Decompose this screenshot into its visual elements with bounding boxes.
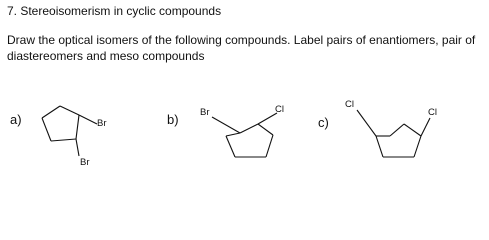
bond-to-cl-c2 [421,118,430,136]
compound-c-substituent-1: Cl [345,99,354,110]
compound-b-label: b) [167,112,179,127]
section-title: 7. Stereoisomerism in cyclic compounds [7,4,222,18]
compound-a-label: a) [10,112,22,127]
cyclopentane-ring-c [376,124,421,157]
compound-a-substituent-2: Br [80,157,90,168]
instruction-line-1: Draw the optical isomers of the following compounds. Label pairs of enantiomers, pair of [7,33,476,47]
bond-to-cl-c1 [357,110,376,136]
instruction-line-2: diastereomers and meso compounds [7,49,205,63]
compound-c-substituent-2: Cl [428,107,437,118]
compound-b-substituent-cl: Cl [275,104,284,115]
compound-b-substituent-br: Br [200,107,210,118]
compound-a-substituent-1: Br [97,118,107,129]
compound-c-label: c) [318,115,329,130]
